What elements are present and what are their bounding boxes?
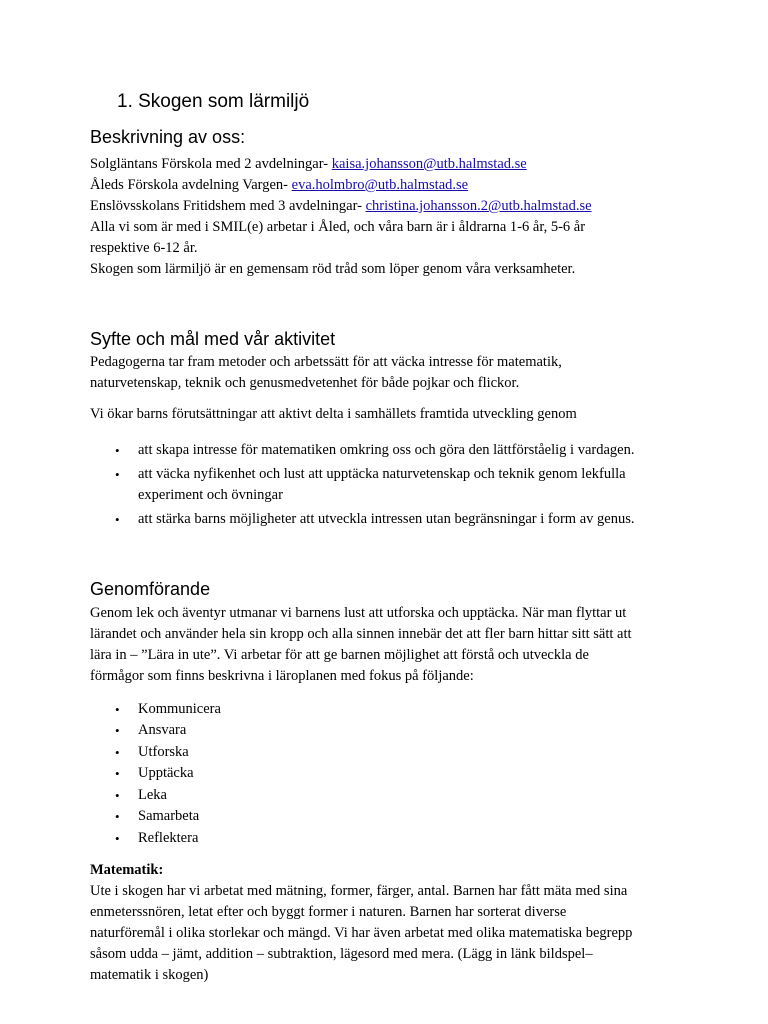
bullet-icon: • xyxy=(115,512,120,527)
list-item xyxy=(115,763,665,784)
paragraph-line: lära in – ”Lära in ute”. Vi arbetar för att ge barnen möjlighet att förstå och utveckla de xyxy=(90,647,589,663)
list-item xyxy=(115,785,665,806)
bullet-icon: • xyxy=(115,809,120,824)
bullet-icon: • xyxy=(115,723,120,738)
paragraph-line: Skogen som lärmiljö är en gemensam röd tråd som löper genom våra verksamheter. xyxy=(90,261,576,277)
email-link[interactable]: kaisa.johansson@utb.halmstad.se xyxy=(331,156,527,172)
paragraph-line: Pedagogerna tar fram metoder och arbetssätt för att väcka intresse för matematik, xyxy=(90,354,562,370)
bullet-icon: • xyxy=(115,766,120,781)
heading-syfte: Syfte och mål med vår aktivitet xyxy=(90,329,336,349)
bullet-icon: • xyxy=(115,788,120,803)
list-item xyxy=(115,440,665,461)
paragraph-line: såsom udda – jämt, addition – subtraktion, lägesord med mera. (Lägg in länk bildspel– xyxy=(90,946,593,962)
list-item-text: att väcka nyfikenhet och lust att upptäcka naturvetenskap och teknik genom lekfulla experiment och övningar xyxy=(138,466,626,503)
list-item-text: Upptäcka xyxy=(138,765,194,781)
contact-text: Åleds Förskola avdelning Vargen- xyxy=(90,177,292,193)
paragraph-line: matematik i skogen) xyxy=(90,967,209,983)
list-item xyxy=(115,828,665,849)
heading-beskrivning: Beskrivning av oss: xyxy=(90,127,246,147)
bullet-icon: • xyxy=(115,831,120,846)
list-item-text: att skapa intresse för matematiken omkring oss och göra den lättförståelig i vardagen. xyxy=(138,442,635,458)
paragraph-line: naturföremål i olika storlekar och mängd. Vi har även arbetat med olika matematiska begrepp xyxy=(90,925,633,941)
page-title: 1. Skogen som lärmiljö xyxy=(117,91,310,112)
paragraph-line: Ute i skogen har vi arbetat med mätning, former, färger, antal. Barnen har fått mäta med sina xyxy=(90,883,628,899)
list-item xyxy=(115,509,665,530)
list-item-text: Reflektera xyxy=(138,830,199,846)
list-item xyxy=(115,742,665,763)
paragraph-line: enmeterssnören, letat efter och byggt former i naturen. Barnen har sorterat diverse xyxy=(90,904,567,920)
bullet-icon: • xyxy=(115,702,120,717)
bullet-icon: • xyxy=(115,745,120,760)
paragraph-line: Vi ökar barns förutsättningar att aktivt delta i samhällets framtida utveckling genom xyxy=(90,406,577,422)
email-link[interactable]: eva.holmbro@utb.halmstad.se xyxy=(291,177,469,193)
list-item xyxy=(115,720,665,741)
email-link[interactable]: christina.johansson.2@utb.halmstad.se xyxy=(365,198,592,214)
paragraph-line: Genom lek och äventyr utmanar vi barnens lust att utforska och upptäcka. När man flyttar ut xyxy=(90,605,627,621)
contact-line-1 xyxy=(90,154,527,175)
list-item-text: att stärka barns möjligheter att utveckla intressen utan begränsningar i form av genus. xyxy=(138,511,635,527)
list-item xyxy=(115,699,665,720)
list-item xyxy=(115,464,665,506)
contact-line-3 xyxy=(90,196,592,217)
bullet-icon: • xyxy=(115,467,120,482)
list-item-text: Ansvara xyxy=(138,722,187,738)
list-item-text: Samarbeta xyxy=(138,808,200,824)
paragraph-line: lärandet och använder hela sin kropp och alla sinnen innebär det att fler barn hittar sitt sätt att xyxy=(90,626,632,642)
list-item xyxy=(115,806,665,827)
bullet-icon: • xyxy=(115,443,120,458)
list-item-text: Kommunicera xyxy=(138,701,221,717)
paragraph-line: Alla vi som är med i SMIL(e) arbetar i Åled, och våra barn är i åldrarna 1-6 år, 5-6 år xyxy=(90,219,586,235)
heading-genomforande: Genomförande xyxy=(90,579,211,599)
list-item-text: Utforska xyxy=(138,744,189,760)
list-item-text: Leka xyxy=(138,787,167,803)
paragraph-line: respektive 6-12 år. xyxy=(90,240,198,256)
contact-line-2 xyxy=(90,175,468,196)
paragraph-line: förmågor som finns beskrivna i läroplanen med fokus på följande: xyxy=(90,668,474,684)
contact-text: Solgläntans Förskola med 2 avdelningar- xyxy=(90,156,332,172)
paragraph-line: naturvetenskap, teknik och genusmedvetenhet för både pojkar och flickor. xyxy=(90,375,520,391)
heading-matematik: Matematik: xyxy=(90,862,164,878)
contact-text: Enslövsskolans Fritidshem med 3 avdelningar- xyxy=(90,198,366,214)
